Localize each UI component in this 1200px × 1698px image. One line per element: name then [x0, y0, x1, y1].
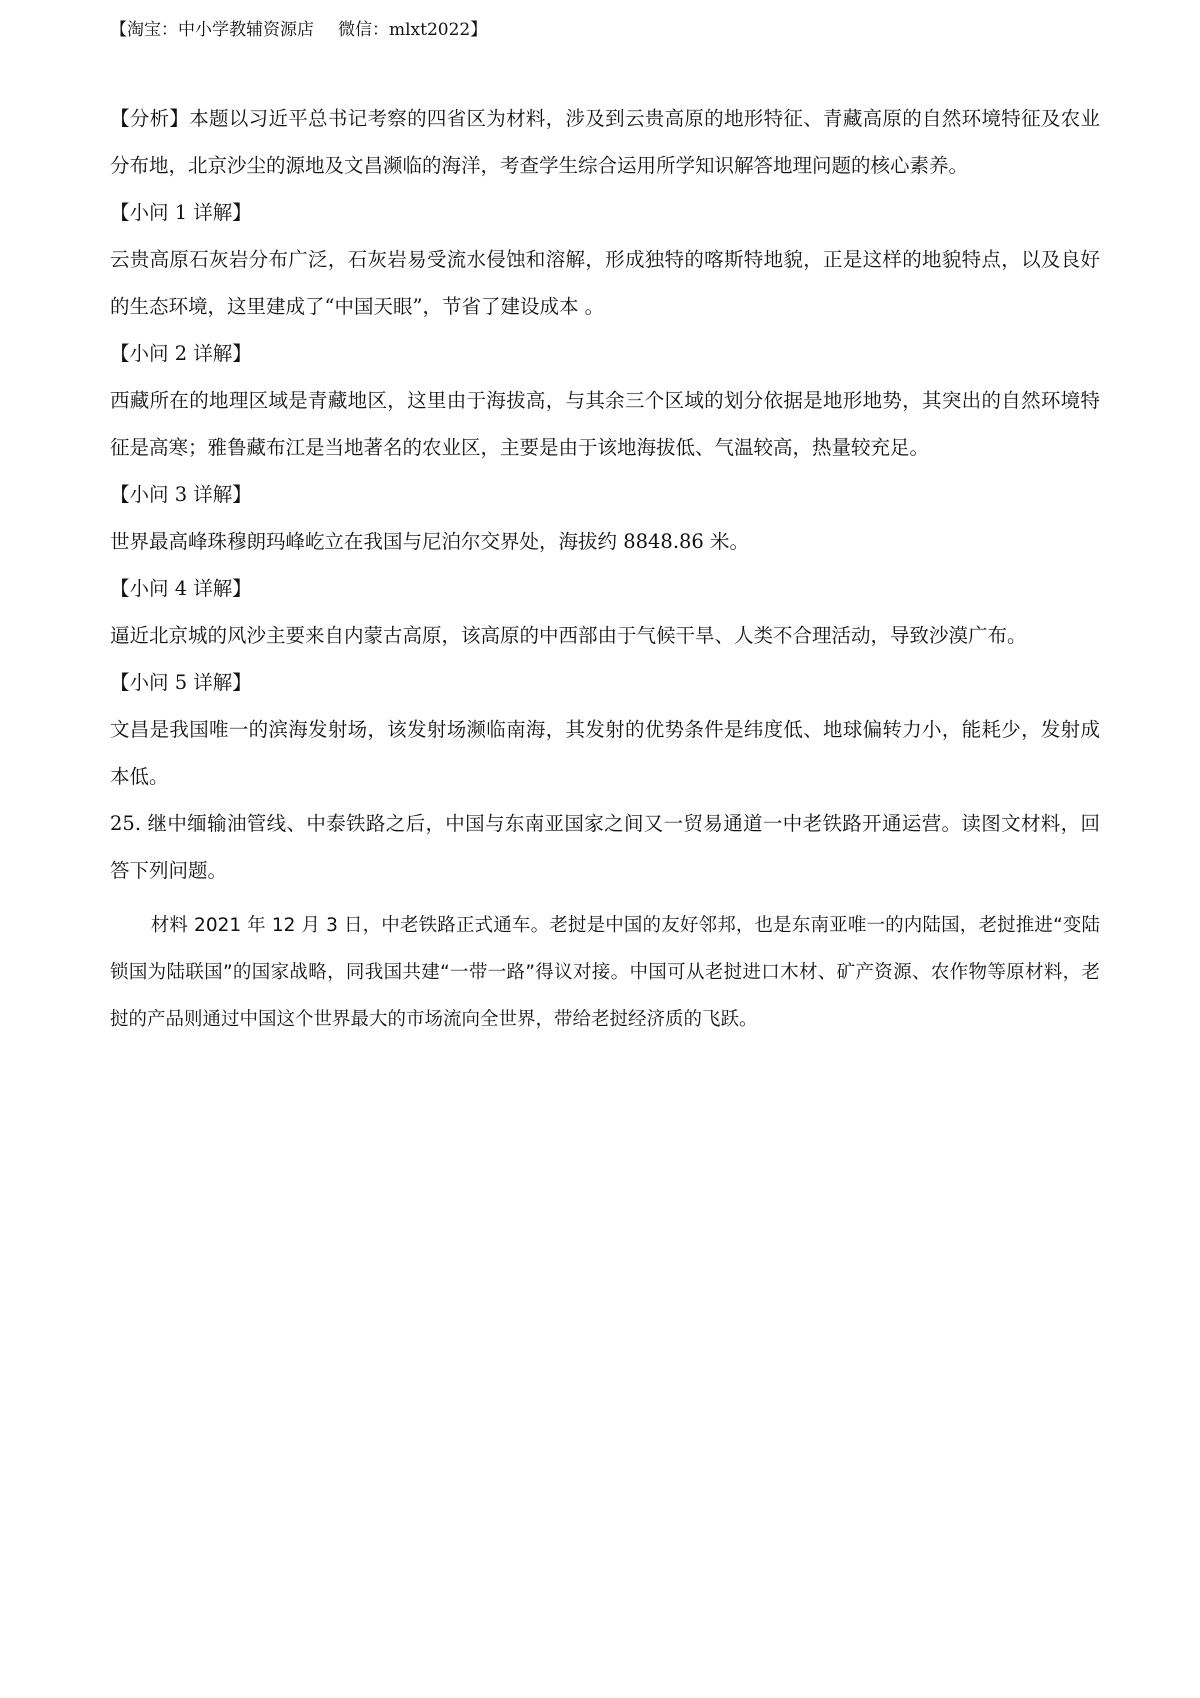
sub-question-3-label: 【小问 3 详解】 — [110, 483, 252, 506]
sub-question-4-answer: 逼近北京城的风沙主要来自内蒙古高原，该高原的中西部由于气候干旱、人类不合理活动，导致沙漠广布。 — [110, 624, 1027, 647]
sub-question-2-answer: 西藏所在的地理区域是青藏地区，这里由于海拔高，与其余三个区域的划分依据是地形地势，其突出的自然环境特征是高寒；雅鲁藏布江是当地著名的农业区，主要是由于该地海拔低、气温较高，热量较充足。 — [110, 389, 1100, 459]
question-25-stem: 25. 继中缅输油管线、中泰铁路之后，中国与东南亚国家之间又一贸易通道一中老铁路开通运营。读图文材料，回答下列问题。 — [110, 812, 1100, 882]
sub-question-1-answer: 云贵高原石灰岩分布广泛，石灰岩易受流水侵蚀和溶解，形成独特的喀斯特地貌，正是这样的地貌特点，以及良好的生态环境，这里建成了“中国天眼”，节省了建设成本 。 — [110, 248, 1100, 318]
header-shop: 【淘宝：中小学教辅资源店 — [110, 20, 314, 40]
sub-question-5-answer: 文昌是我国唯一的滨海发射场，该发射场濒临南海，其发射的优势条件是纬度低、地球偏转力小，能耗少，发射成本低。 — [110, 718, 1100, 788]
page-header — [110, 18, 487, 42]
header-wechat: 微信：mlxt2022】 — [338, 20, 488, 40]
question-25-material: 材料 2021 年 12 月 3 日，中老铁路正式通车。老挝是中国的友好邻邦，也是东南亚唯一的内陆国，老挝推进“变陆锁国为陆联国”的国家战略，同我国共建“一带一路”得议对接。中国可从老挝进口木材、矿产资源、农作物等原材料，老挝的产品则通过中国这个世界最大的市场流向全世界，带给老挝经济质的飞跃。 — [110, 915, 1100, 1030]
sub-question-1-label: 【小问 1 详解】 — [110, 201, 252, 224]
analysis-paragraph: 【分析】本题以习近平总书记考察的四省区为材料，涉及到云贵高原的地形特征、青藏高原的自然环境特征及农业分布地，北京沙尘的源地及文昌濒临的海洋，考查学生综合运用所学知识解答地理问题的核心素养。 — [110, 107, 1100, 177]
sub-question-4-label: 【小问 4 详解】 — [110, 577, 252, 600]
sub-question-3-answer: 世界最高峰珠穆朗玛峰屹立在我国与尼泊尔交界处，海拔约 8848.86 米。 — [110, 530, 750, 553]
answer-content — [110, 95, 1100, 1043]
sub-question-2-label: 【小问 2 详解】 — [110, 342, 252, 365]
sub-question-5-label: 【小问 5 详解】 — [110, 671, 252, 694]
